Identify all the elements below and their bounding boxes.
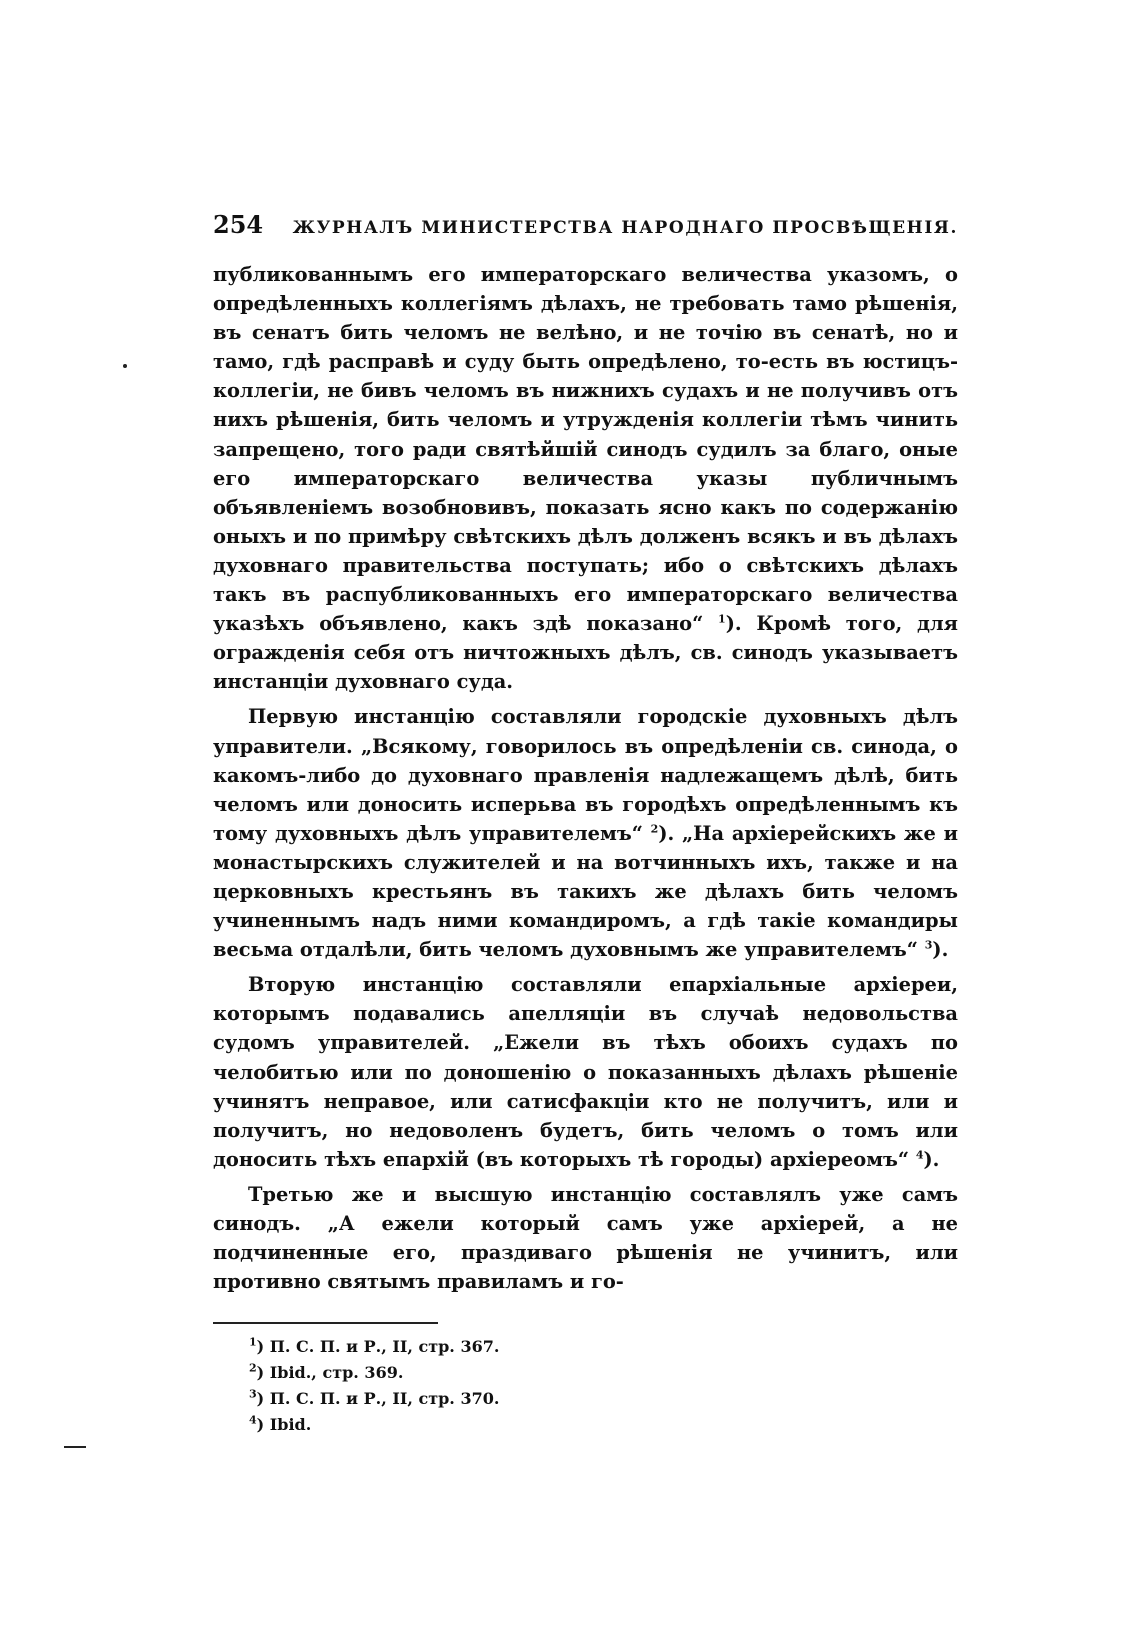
footnotes [213, 1334, 958, 1438]
footnote-ref: 4 [915, 1148, 924, 1162]
footnote-ref: 2 [650, 822, 659, 836]
paragraph-4: Третью же и высшую инстанцію составлялъ уже самъ синодъ. „А ежели который самъ уже архіерей, а не подчиненные его, праздиваго рѣшенія не учинитъ, или противно святымъ правиламъ и го- [213, 1182, 958, 1294]
footnote-2: $^2$) Ibid., стр. 369. [249, 1361, 404, 1383]
page [213, 210, 958, 1438]
paragraph-2: Первую инстанцію составляли городскіе духовныхъ дѣлъ управители. „Всякому, говорилось въ опредѣленіи св. синода, о какомъ-либо до духовнаго правленія надлежащемъ дѣлѣ, бить челомъ или доносить исперьва въ городѣхъ опредѣленнымъ къ тому духовныхъ дѣлъ управителемъ“ $^2$). „На архіерейскихъ же и монастырскихъ служителей и на вотчинныхъ ихъ, также и на церковныхъ крестьянъ въ такихъ же дѣлахъ бить челомъ учиненнымъ надъ ними командиромъ, а гдѣ такіе командиры весьма отдалѣли, бить челомъ духовнымъ же управителемъ“ $^3$). [213, 705, 959, 962]
page-number: 254 [213, 210, 264, 239]
footnote-4: $^4$) Ibid. [249, 1413, 312, 1435]
footnote-ref: 1 [718, 612, 726, 626]
footnote-ref: 3 [924, 938, 933, 952]
page-header [213, 210, 958, 250]
paragraph-1: публикованнымъ его императорскаго величества указомъ, о опредѣленныхъ коллегіямъ дѣлахъ, не требовать тамо рѣшенія, въ сенатъ бить челомъ не велѣно, и не точію въ сенатѣ, но и тамо, гдѣ расправѣ и суду быть опредѣлено, то-есть въ юстицъ-коллегіи, не бивъ челомъ въ нижнихъ судахъ и не получивъ отъ нихъ рѣшенія, бить челомъ и утружденія коллегіи тѣмъ чинить запрещено, того ради святѣйшій синодъ судилъ за благо, оные его императорскаго величества указы публичнымъ объявленіемъ возобновивъ, показать ясно какъ по содержанію оныхъ и по примѣру свѣтскихъ дѣлъ долженъ всякъ и въ дѣлахъ духовнаго правительства поступать; ибо о свѣтскихъ дѣлахъ такъ въ распубликованныхъ его императорскаго величества указѣхъ объявлено, какъ здѣ показано“ $^1$). Кромѣ того, для огражденія себя отъ ничтожныхъ дѣлъ, св. синодъ указываетъ инстанціи духовнаго суда. [213, 263, 958, 694]
footnote-rule [213, 1322, 438, 1324]
running-title: ЖУРНАЛЪ МИНИСТЕРСТВА НАРОДНАГО ПРОСВѢЩЕНІЯ. [292, 218, 958, 238]
margin-dash [64, 1446, 86, 1448]
footnote-1: $^1$) П. С. П. и Р., II, стр. 367. [249, 1335, 500, 1357]
body-text [213, 260, 958, 1296]
paragraph-3: Вторую инстанцію составляли епархіальные архіереи, которымъ подавались апелляціи въ случаѣ недовольства судомъ управителей. „Ежели въ тѣхъ обоихъ судахъ по челобитью или по доношенію о показанныхъ дѣлахъ рѣшеніе учинятъ неправое, или сатисфакціи кто не получитъ, или и получитъ, но недоволенъ будетъ, бить челомъ о томъ или доносить тѣхъ епархій (въ которыхъ тѣ городы) архіереомъ“ $^4$). [213, 973, 958, 1171]
margin-mark [123, 364, 127, 368]
footnote-3: $^3$) П. С. П. и Р., II, стр. 370. [249, 1387, 500, 1409]
